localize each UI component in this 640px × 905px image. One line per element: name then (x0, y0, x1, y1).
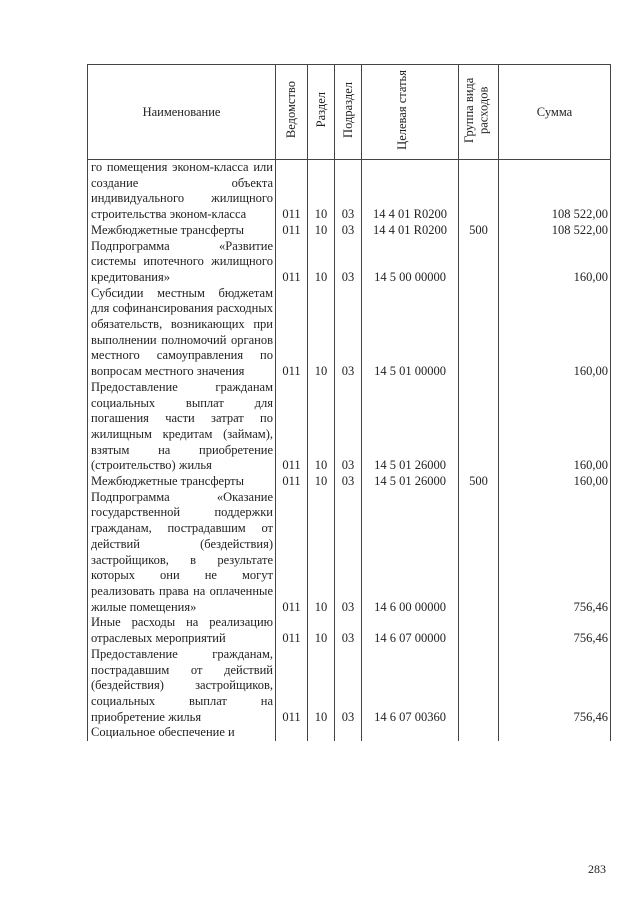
cell-amount: 160,00 (499, 286, 611, 380)
cell-section: 10 (308, 615, 335, 646)
budget-table (87, 64, 611, 741)
cell-expense-group (459, 239, 499, 286)
cell-amount: 756,46 (499, 490, 611, 616)
cell-target-article: 14 6 07 00360 (362, 647, 459, 726)
cell-amount: 108 522,00 (499, 160, 611, 223)
header-name: Наименование (88, 65, 276, 160)
cell-target-article: 14 6 07 00000 (362, 615, 459, 646)
cell-section: 10 (308, 490, 335, 616)
cell-dept: 011 (276, 615, 308, 646)
cell-subsection: 03 (335, 160, 362, 223)
cell-dept: 011 (276, 380, 308, 474)
cell-subsection: 03 (335, 223, 362, 239)
cell-section: 10 (308, 239, 335, 286)
table-row (88, 647, 611, 726)
cell-amount: 160,00 (499, 380, 611, 474)
cell-name: го помещения эконом-класса или создание объекта индивидуального жилищного строительства эконом-класса (88, 160, 276, 223)
cell-expense-group (459, 286, 499, 380)
table-row (88, 223, 611, 239)
cell-target-article: 14 4 01 R0200 (362, 160, 459, 223)
header-subsection: Подраздел (335, 65, 362, 160)
cell-dept: 011 (276, 490, 308, 616)
cell-section: 10 (308, 160, 335, 223)
cell-expense-group (459, 647, 499, 726)
cell-dept: 011 (276, 474, 308, 490)
cell-target-article: 14 6 00 00000 (362, 490, 459, 616)
cell-name: Предоставление гражданам, пострадавшим от действий (бездействия) застройщиков, социальных выплат на приобретение жилья (88, 647, 276, 726)
table-row (88, 474, 611, 490)
cell-amount: 108 522,00 (499, 223, 611, 239)
cell-expense-group (459, 380, 499, 474)
cell-subsection: 03 (335, 286, 362, 380)
cell-name: Субсидии местным бюджетам для софинансирования расходных обязательств, возникающих при выполнении полномочий органов местного самоуправления по вопросам местного значения (88, 286, 276, 380)
cell-subsection: 03 (335, 380, 362, 474)
cell-subsection (335, 725, 362, 741)
cell-expense-group (459, 160, 499, 223)
cell-subsection: 03 (335, 474, 362, 490)
cell-dept: 011 (276, 647, 308, 726)
header-dept: Ведомство (276, 65, 308, 160)
cell-name: Подпрограмма «Развитие системы ипотечного жилищного кредитования» (88, 239, 276, 286)
cell-expense-group: 500 (459, 223, 499, 239)
cell-target-article: 14 5 01 00000 (362, 286, 459, 380)
table-row (88, 615, 611, 646)
cell-target-article: 14 5 01 26000 (362, 474, 459, 490)
cell-section: 10 (308, 286, 335, 380)
table-row (88, 490, 611, 616)
cell-section (308, 725, 335, 741)
table-row (88, 286, 611, 380)
cell-section: 10 (308, 380, 335, 474)
cell-expense-group (459, 615, 499, 646)
cell-section: 10 (308, 223, 335, 239)
cell-subsection: 03 (335, 490, 362, 616)
header-target-article: Целевая статья (362, 65, 459, 160)
cell-name: Межбюджетные трансферты (88, 474, 276, 490)
cell-subsection: 03 (335, 615, 362, 646)
cell-dept: 011 (276, 223, 308, 239)
cell-name: Социальное обеспечение и (88, 725, 276, 741)
table-row (88, 239, 611, 286)
cell-section: 10 (308, 474, 335, 490)
page-number: 283 (588, 862, 606, 876)
cell-dept: 011 (276, 239, 308, 286)
cell-expense-group (459, 725, 499, 741)
cell-target-article: 14 4 01 R0200 (362, 223, 459, 239)
table-row (88, 160, 611, 223)
header-section: Раздел (308, 65, 335, 160)
cell-section: 10 (308, 647, 335, 726)
cell-subsection: 03 (335, 239, 362, 286)
cell-subsection: 03 (335, 647, 362, 726)
cell-dept: 011 (276, 160, 308, 223)
table-row (88, 725, 611, 741)
cell-name: Межбюджетные трансферты (88, 223, 276, 239)
cell-amount: 160,00 (499, 239, 611, 286)
cell-dept (276, 725, 308, 741)
cell-target-article (362, 725, 459, 741)
cell-name: Предоставление гражданам социальных выплат для погашения части затрат по жилищным кредитам (займам), взятым на приобретение (строительство) жилья (88, 380, 276, 474)
cell-amount: 756,46 (499, 647, 611, 726)
cell-expense-group (459, 490, 499, 616)
table-row (88, 380, 611, 474)
cell-amount: 160,00 (499, 474, 611, 490)
cell-name: Подпрограмма «Оказание государственной поддержки гражданам, пострадавшим от действий (бездействия) застройщиков, в результате которых они не могут реализовать права на оплаченные жилые помещения» (88, 490, 276, 616)
cell-expense-group: 500 (459, 474, 499, 490)
cell-target-article: 14 5 01 26000 (362, 380, 459, 474)
cell-amount: 756,46 (499, 615, 611, 646)
cell-amount (499, 725, 611, 741)
header-amount: Сумма (499, 65, 611, 160)
cell-dept: 011 (276, 286, 308, 380)
cell-name: Иные расходы на реализацию отраслевых мероприятий (88, 615, 276, 646)
header-expense-group: Группа вида расходов (459, 65, 499, 160)
cell-target-article: 14 5 00 00000 (362, 239, 459, 286)
table-header-row (88, 65, 611, 160)
